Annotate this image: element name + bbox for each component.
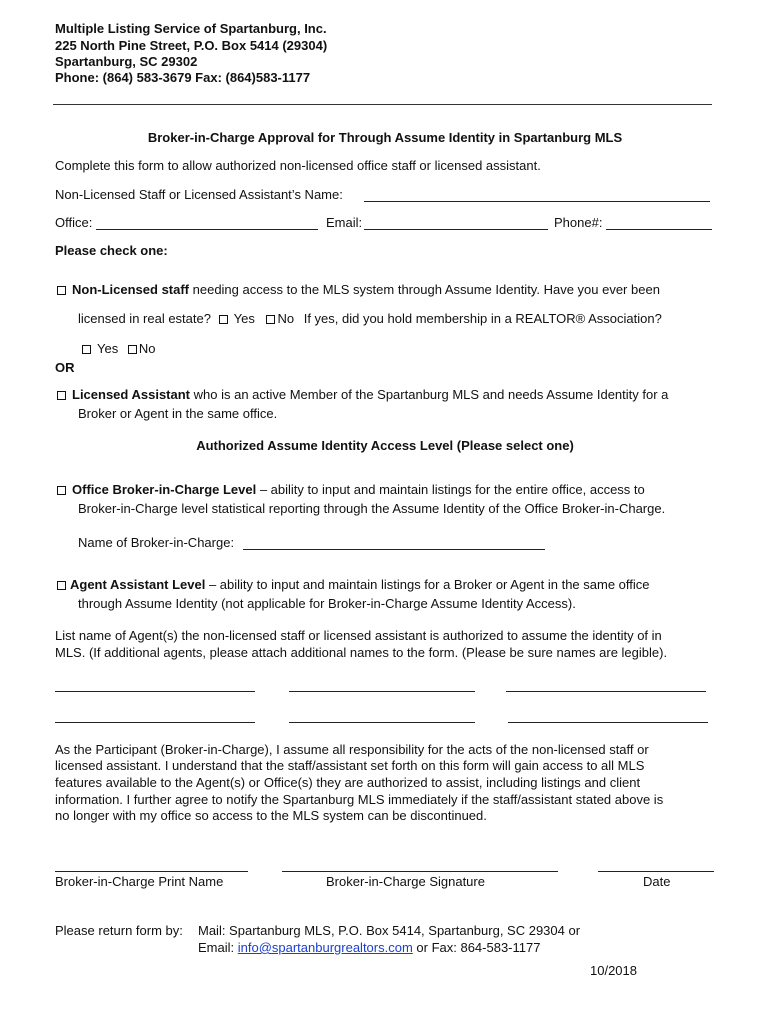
realtor-answer-row bbox=[82, 341, 155, 357]
org-name: Multiple Listing Service of Spartanburg, Inc. bbox=[55, 21, 327, 36]
office-level-line2: Broker-in-Charge level statistical reporting through the Assume Identity of the Office Broker-in-Charge. bbox=[78, 501, 666, 516]
option-licensed bbox=[57, 387, 668, 403]
header-divider bbox=[53, 104, 712, 105]
level-agent bbox=[57, 577, 650, 593]
intro-text: Complete this form to allow authorized non-licensed office staff or licensed assistant. bbox=[55, 158, 541, 173]
signature-field[interactable] bbox=[282, 871, 558, 872]
date-field[interactable] bbox=[598, 871, 714, 872]
office-level-bold: Office Broker-in-Charge Level bbox=[72, 482, 257, 497]
agent-level-bold: Agent Assistant Level bbox=[70, 577, 206, 592]
licensed-text: who is an active Member of the Spartanburg MLS and needs Assume Identity for a bbox=[190, 387, 669, 402]
return-mail: Mail: Spartanburg MLS, P.O. Box 5414, Spartanburg, SC 29304 or bbox=[198, 923, 581, 938]
realtor-no-label: No bbox=[138, 341, 156, 356]
office-level-checkbox[interactable] bbox=[57, 486, 66, 495]
office-field-label: Office: bbox=[55, 215, 93, 230]
email-link[interactable]: info@spartanburgrealtors.com bbox=[237, 940, 413, 955]
option-nonlicensed bbox=[57, 282, 660, 298]
form-version: 10/2018 bbox=[590, 963, 637, 978]
agent-level-checkbox[interactable] bbox=[57, 581, 66, 590]
licensed-assistant-checkbox[interactable] bbox=[57, 391, 66, 400]
list-agents-line2: MLS. (If additional agents, please attach additional names to the form. (Please be sure names are legible). bbox=[55, 645, 668, 660]
print-name-field[interactable] bbox=[55, 871, 248, 872]
print-name-label: Broker-in-Charge Print Name bbox=[55, 874, 224, 889]
agent-name-field-5[interactable] bbox=[289, 722, 475, 723]
office-level-text: – ability to input and maintain listings for the entire office, access to bbox=[256, 482, 645, 497]
realtor-no-checkbox[interactable] bbox=[128, 345, 137, 354]
name-field-label: Non-Licensed Staff or Licensed Assistant’s Name: bbox=[55, 187, 343, 202]
phone-field[interactable] bbox=[606, 229, 712, 230]
nonlicensed-checkbox[interactable] bbox=[57, 286, 66, 295]
name-field[interactable] bbox=[364, 201, 710, 202]
org-address-2: Spartanburg, SC 29302 bbox=[55, 54, 198, 69]
realtor-yes-label: Yes bbox=[97, 341, 119, 356]
licensed-question: licensed in real estate? bbox=[78, 311, 211, 326]
agent-name-field-4[interactable] bbox=[55, 722, 255, 723]
agent-name-field-6[interactable] bbox=[508, 722, 708, 723]
return-email-row bbox=[198, 940, 540, 956]
date-label: Date bbox=[643, 874, 671, 889]
return-fax: or Fax: 864-583-1177 bbox=[412, 940, 541, 955]
bic-name-label: Name of Broker-in-Charge: bbox=[78, 535, 235, 550]
responsibility-line-1: As the Participant (Broker-in-Charge), I assume all responsibility for the acts of the non-licensed staff or bbox=[55, 742, 649, 757]
office-field[interactable] bbox=[96, 229, 318, 230]
responsibility-line-5: no longer with my office so access to the MLS system can be discontinued. bbox=[55, 808, 487, 823]
licensed-line2: Broker or Agent in the same office. bbox=[78, 406, 278, 421]
level-office bbox=[57, 482, 645, 498]
responsibility-line-4: information. I further agree to notify the Spartanburg MLS immediately if the staff/assistant stated above is bbox=[55, 792, 664, 807]
realtor-question: If yes, did you hold membership in a REALTOR® Association? bbox=[303, 311, 662, 326]
email-field[interactable] bbox=[364, 229, 548, 230]
responsibility-line-3: features available to the Agent(s) or Office(s) they are authorized to assist, including listings and client bbox=[55, 775, 641, 790]
responsibility-line-2: licensed assistant. I understand that the staff/assistant set forth on this form will gain access to all MLS bbox=[55, 758, 645, 773]
email-field-label: Email: bbox=[326, 215, 363, 230]
bic-name-field[interactable] bbox=[243, 549, 545, 550]
or-label: OR bbox=[55, 360, 75, 375]
return-label: Please return form by: bbox=[55, 923, 183, 938]
agent-level-text: – ability to input and maintain listings for a Broker or Agent in the same office bbox=[205, 577, 650, 592]
licensed-yes-checkbox[interactable] bbox=[219, 315, 228, 324]
agent-name-field-2[interactable] bbox=[289, 691, 475, 692]
licensed-no-checkbox[interactable] bbox=[266, 315, 275, 324]
return-email-prefix: Email: bbox=[198, 940, 238, 955]
licensed-question-row bbox=[78, 311, 662, 327]
form-title: Broker-in-Charge Approval for Through Assume Identity in Spartanburg MLS bbox=[147, 130, 623, 145]
agent-name-field-3[interactable] bbox=[506, 691, 706, 692]
licensed-yes-label: Yes bbox=[233, 311, 255, 326]
signature-label: Broker-in-Charge Signature bbox=[326, 874, 485, 889]
nonlicensed-bold: Non-Licensed staff bbox=[72, 282, 190, 297]
licensed-bold: Licensed Assistant bbox=[72, 387, 191, 402]
phone-field-label: Phone#: bbox=[554, 215, 603, 230]
access-level-title: Authorized Assume Identity Access Level (Please select one) bbox=[196, 438, 574, 453]
agent-name-field-1[interactable] bbox=[55, 691, 255, 692]
check-one-heading: Please check one: bbox=[55, 243, 168, 258]
agent-level-line2: through Assume Identity (not applicable for Broker-in-Charge Assume Identity Access). bbox=[78, 596, 576, 611]
nonlicensed-text: needing access to the MLS system through Assume Identity. Have you ever been bbox=[189, 282, 660, 297]
org-phone: Phone: (864) 583-3679 Fax: (864)583-1177 bbox=[55, 70, 311, 85]
licensed-no-label: No bbox=[277, 311, 295, 326]
realtor-yes-checkbox[interactable] bbox=[82, 345, 91, 354]
org-address-1: 225 North Pine Street, P.O. Box 5414 (29304) bbox=[55, 38, 328, 53]
list-agents-line1: List name of Agent(s) the non-licensed staff or licensed assistant is authorized to assume the identity of in bbox=[55, 628, 662, 643]
